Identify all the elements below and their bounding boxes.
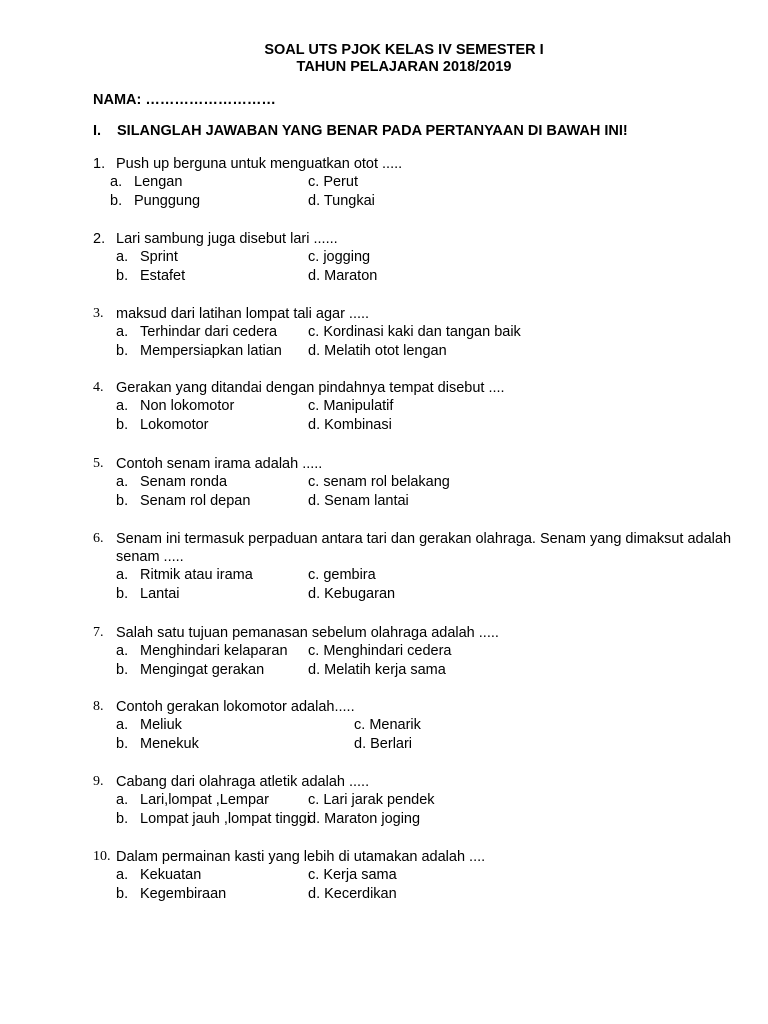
question-1 — [93, 155, 733, 210]
option-c[interactable] — [308, 866, 397, 884]
option-label: b. — [116, 885, 129, 902]
question-stem — [93, 230, 733, 248]
option-b[interactable] — [110, 192, 200, 210]
option-label: c. — [308, 867, 324, 883]
option-text: Mengingat gerakan — [140, 661, 265, 678]
option-label: b. — [116, 416, 129, 433]
option-text: Lari,lompat ,Lempar — [140, 792, 269, 808]
question-text: maksud dari latihan lompat tali agar ..... — [116, 306, 370, 322]
question-stem — [93, 455, 733, 473]
option-text: Kekuatan — [140, 867, 202, 883]
option-text: Mempersiapkan latian — [140, 342, 282, 359]
option-d[interactable] — [308, 810, 420, 828]
question-text: Lari sambung juga disebut lari ...... — [116, 231, 338, 247]
question-stem — [93, 773, 733, 791]
option-label: c. — [308, 324, 324, 340]
option-label: a. — [116, 249, 129, 265]
option-text: Sprint — [140, 249, 178, 265]
option-b[interactable] — [116, 885, 226, 903]
question-number: 6. — [93, 531, 104, 546]
section-instruction — [93, 123, 628, 139]
exam-title: SOAL UTS PJOK KELAS IV SEMESTER I — [264, 42, 544, 58]
option-b[interactable] — [116, 267, 185, 285]
option-label: b. — [116, 661, 129, 678]
option-d[interactable] — [308, 267, 377, 285]
option-label: c. — [308, 249, 324, 265]
section-number: I. — [93, 123, 102, 139]
option-a[interactable] — [116, 642, 288, 660]
option-b[interactable] — [116, 492, 250, 510]
question-9 — [93, 773, 733, 828]
option-d[interactable] — [308, 416, 392, 434]
option-d[interactable] — [354, 735, 412, 753]
question-3 — [93, 305, 733, 360]
question-number: 10. — [93, 849, 111, 864]
option-c[interactable] — [308, 473, 450, 491]
option-text: Senam lantai — [324, 492, 409, 509]
option-text: Ritmik atau irama — [140, 567, 253, 583]
question-stem — [93, 379, 733, 397]
option-d[interactable] — [308, 342, 447, 360]
option-text: Lantai — [140, 585, 180, 602]
option-label: c. — [308, 643, 324, 659]
question-number: 8. — [93, 699, 104, 714]
option-a[interactable] — [116, 397, 234, 415]
option-label: a. — [116, 792, 129, 808]
option-d[interactable] — [308, 192, 375, 210]
option-label: c. — [308, 792, 324, 808]
option-text: Kerja sama — [323, 867, 397, 883]
option-b[interactable] — [116, 585, 180, 603]
question-text: Cabang dari olahraga atletik adalah ..... — [116, 774, 370, 790]
option-label: a. — [110, 174, 123, 190]
option-text: Terhindar dari cedera — [140, 324, 278, 340]
option-label: b. — [116, 810, 129, 827]
question-number: 3. — [93, 306, 104, 321]
question-number: 7. — [93, 625, 104, 640]
option-text: Senam ronda — [140, 474, 228, 490]
option-d[interactable] — [308, 661, 446, 679]
answer-options — [93, 866, 733, 903]
option-label: c. — [354, 717, 370, 733]
option-a[interactable] — [116, 323, 277, 341]
option-text: Kecerdikan — [324, 885, 397, 902]
question-number: 4. — [93, 380, 104, 395]
option-text: Lokomotor — [140, 416, 209, 433]
option-label: a. — [116, 643, 129, 659]
option-c[interactable] — [308, 642, 451, 660]
option-label: a. — [116, 867, 129, 883]
option-text: senam rol belakang — [323, 474, 450, 490]
answer-options — [93, 173, 733, 210]
option-b[interactable] — [116, 342, 282, 360]
question-stem — [93, 305, 733, 323]
option-text: Berlari — [370, 735, 413, 752]
option-d[interactable] — [308, 492, 409, 510]
exam-year: TAHUN PELAJARAN 2018/2019 — [296, 59, 512, 75]
option-label: d. — [308, 810, 325, 827]
option-label: a. — [116, 474, 129, 490]
option-text: Senam rol depan — [140, 492, 251, 509]
option-text: Maraton — [324, 267, 378, 284]
option-label: c. — [308, 174, 324, 190]
answer-options — [93, 566, 733, 603]
question-stem — [93, 530, 733, 566]
question-5 — [93, 455, 733, 510]
option-text: Lengan — [134, 174, 183, 190]
option-d[interactable] — [308, 585, 395, 603]
option-a[interactable] — [116, 566, 253, 584]
question-4 — [93, 379, 733, 434]
option-text: Punggung — [134, 192, 201, 209]
option-label: d. — [354, 735, 371, 752]
option-b[interactable] — [116, 661, 264, 679]
answer-options — [93, 642, 733, 679]
question-text: Push up berguna untuk menguatkan otot ..... — [116, 156, 403, 172]
option-text: Kordinasi kaki dan tangan baik — [323, 324, 521, 340]
question-10 — [93, 848, 733, 903]
answer-options — [93, 397, 733, 434]
question-stem — [93, 848, 733, 866]
option-a[interactable] — [116, 791, 269, 809]
option-text: gembira — [323, 567, 376, 583]
option-label: b. — [116, 267, 129, 284]
option-c[interactable] — [308, 791, 435, 809]
option-d[interactable] — [308, 885, 397, 903]
option-c[interactable] — [308, 323, 521, 341]
question-text: Gerakan yang ditandai dengan pindahnya tempat disebut .... — [116, 380, 505, 396]
question-stem — [93, 624, 733, 642]
option-text: Estafet — [140, 267, 186, 284]
option-label: d. — [308, 885, 325, 902]
option-a[interactable] — [116, 248, 178, 266]
option-label: a. — [116, 398, 129, 414]
answer-options — [93, 791, 733, 828]
option-label: a. — [116, 324, 129, 340]
option-text: Tungkai — [323, 192, 375, 209]
section-text: SILANGLAH JAWABAN YANG BENAR PADA PERTANYAAN DI BAWAH INI! — [117, 123, 628, 139]
option-a[interactable] — [110, 173, 182, 191]
option-label: b. — [116, 585, 129, 602]
question-number: 2. — [93, 231, 106, 247]
option-c[interactable] — [308, 173, 358, 191]
option-label: d. — [308, 585, 325, 602]
question-text: Contoh senam irama adalah ..... — [116, 456, 323, 472]
option-text: Lari jarak pendek — [323, 792, 435, 808]
option-text: Manipulatif — [323, 398, 394, 414]
option-b[interactable] — [116, 810, 310, 828]
option-text: Menekuk — [140, 735, 199, 752]
option-text: Kombinasi — [324, 416, 392, 433]
question-6 — [93, 530, 733, 603]
option-text: Non lokomotor — [140, 398, 235, 414]
question-7 — [93, 624, 733, 679]
question-number: 1. — [93, 156, 106, 172]
question-number: 5. — [93, 456, 104, 471]
question-number: 9. — [93, 774, 104, 789]
option-label: b. — [116, 735, 129, 752]
option-label: d. — [308, 342, 325, 359]
option-text: Maraton joging — [324, 810, 421, 827]
option-label: c. — [308, 474, 324, 490]
question-text: Dalam permainan kasti yang lebih di utamakan adalah .... — [116, 849, 486, 865]
option-label: b. — [116, 492, 129, 509]
option-text: Kebugaran — [324, 585, 396, 602]
option-label: b. — [110, 192, 123, 209]
option-label: a. — [116, 567, 129, 583]
name-field-label: NAMA: ……………………… — [93, 92, 276, 108]
option-text: Menghindari kelaparan — [140, 643, 288, 659]
option-a[interactable] — [116, 716, 182, 734]
option-text: Menghindari cedera — [323, 643, 452, 659]
answer-options — [93, 473, 733, 510]
option-c[interactable] — [308, 248, 370, 266]
option-text: Lompat jauh ,lompat tinggi — [140, 810, 311, 827]
question-text: Salah satu tujuan pemanasan sebelum olahraga adalah ..... — [116, 625, 499, 641]
question-text: Contoh gerakan lokomotor adalah..... — [116, 699, 355, 715]
answer-options — [93, 323, 733, 360]
option-label: a. — [116, 717, 129, 733]
option-label: c. — [308, 567, 324, 583]
option-a[interactable] — [116, 473, 227, 491]
option-c[interactable] — [308, 397, 393, 415]
option-label: d. — [308, 267, 325, 284]
answer-options — [93, 248, 733, 285]
option-text: Melatih kerja sama — [324, 661, 446, 678]
option-b[interactable] — [116, 416, 209, 434]
option-label: c. — [308, 398, 324, 414]
option-label: d. — [308, 661, 325, 678]
option-text: Menarik — [369, 717, 421, 733]
option-b[interactable] — [116, 735, 199, 753]
option-c[interactable] — [308, 566, 376, 584]
option-text: jogging — [323, 249, 371, 265]
option-label: d. — [308, 192, 324, 209]
question-text: Senam ini termasuk perpaduan antara tari dan gerakan olahraga. Senam yang dimaksut adalah senam ..... — [116, 531, 732, 565]
option-label: d. — [308, 492, 325, 509]
option-c[interactable] — [354, 716, 421, 734]
option-text: Meliuk — [140, 717, 182, 733]
option-label: d. — [308, 416, 325, 433]
answer-options — [93, 716, 733, 753]
question-8 — [93, 698, 733, 753]
option-text: Kegembiraan — [140, 885, 227, 902]
question-stem — [93, 698, 733, 716]
question-2 — [93, 230, 733, 285]
question-stem — [93, 155, 733, 173]
option-text: Melatih otot lengan — [324, 342, 447, 359]
option-label: b. — [116, 342, 129, 359]
option-text: Perut — [323, 174, 358, 190]
option-a[interactable] — [116, 866, 201, 884]
